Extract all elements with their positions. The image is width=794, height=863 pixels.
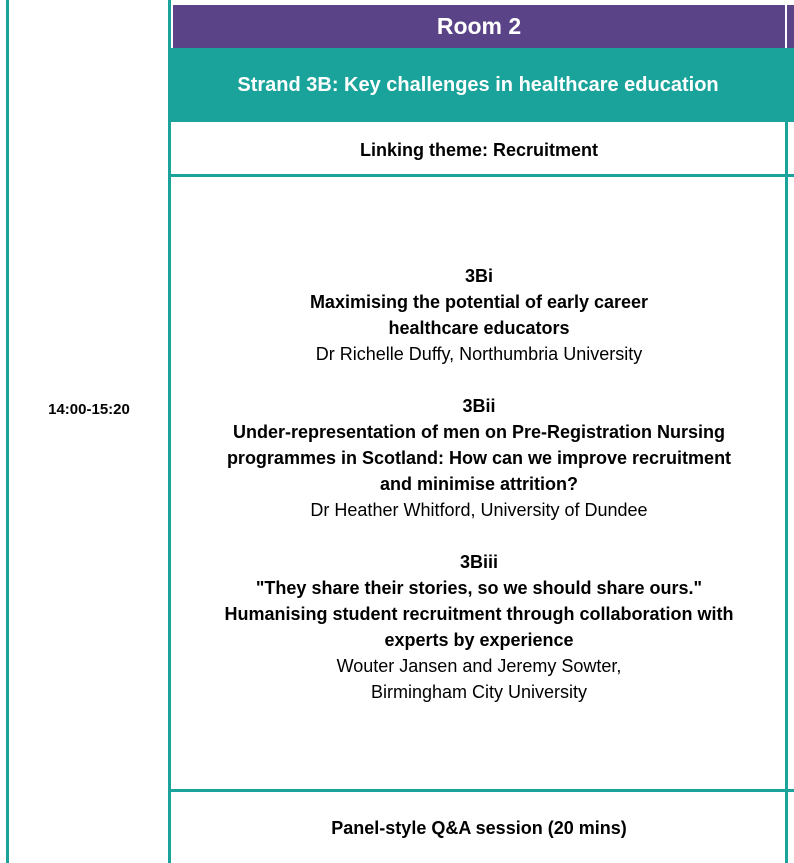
session-time: 14:00-15:20 bbox=[48, 401, 130, 418]
strand-title: Strand 3B: Key challenges in healthcare education bbox=[237, 74, 719, 96]
theme-divider bbox=[171, 174, 794, 177]
talk-title-line: Under-representation of men on Pre-Registration Nursing bbox=[232, 422, 726, 442]
talk-author: Dr Heather Whitford, University of Dundee bbox=[310, 500, 648, 520]
talk-title-line: "They share their stories, so we should share ours." bbox=[255, 578, 703, 598]
talk-title-line: and minimise attrition? bbox=[379, 474, 579, 494]
talk-title-line: programmes in Scotland: How can we improve recruitment bbox=[226, 448, 732, 468]
room-header-gap bbox=[785, 5, 787, 48]
talk-title-line: Humanising student recruitment through collaboration with bbox=[224, 604, 734, 624]
left-border bbox=[6, 0, 9, 863]
talk-title-line: Maximising the potential of early career bbox=[309, 292, 649, 312]
talk-list bbox=[173, 263, 785, 731]
panel-divider bbox=[171, 789, 794, 792]
strand-header bbox=[171, 48, 794, 122]
talk-author: Dr Richelle Duffy, Northumbria University bbox=[315, 344, 643, 364]
time-column-divider bbox=[168, 0, 171, 863]
panel-session: Panel-style Q&A session (20 mins) bbox=[331, 818, 627, 838]
talk-author: Wouter Jansen and Jeremy Sowter, bbox=[336, 656, 622, 676]
linking-theme: Linking theme: Recruitment bbox=[359, 140, 599, 160]
talk-title-line: healthcare educators bbox=[388, 318, 570, 338]
talk-code: 3Bi bbox=[464, 266, 493, 286]
right-border bbox=[785, 48, 788, 863]
talk-title-line: experts by experience bbox=[384, 630, 574, 650]
talk-3bii bbox=[173, 393, 785, 523]
talk-3bi bbox=[173, 263, 785, 367]
talk-code: 3Biii bbox=[459, 552, 498, 572]
talk-3biii bbox=[173, 549, 785, 705]
talk-author: Birmingham City University bbox=[370, 682, 588, 702]
talk-code: 3Bii bbox=[462, 396, 496, 416]
room-header: Room 2 bbox=[173, 5, 785, 48]
